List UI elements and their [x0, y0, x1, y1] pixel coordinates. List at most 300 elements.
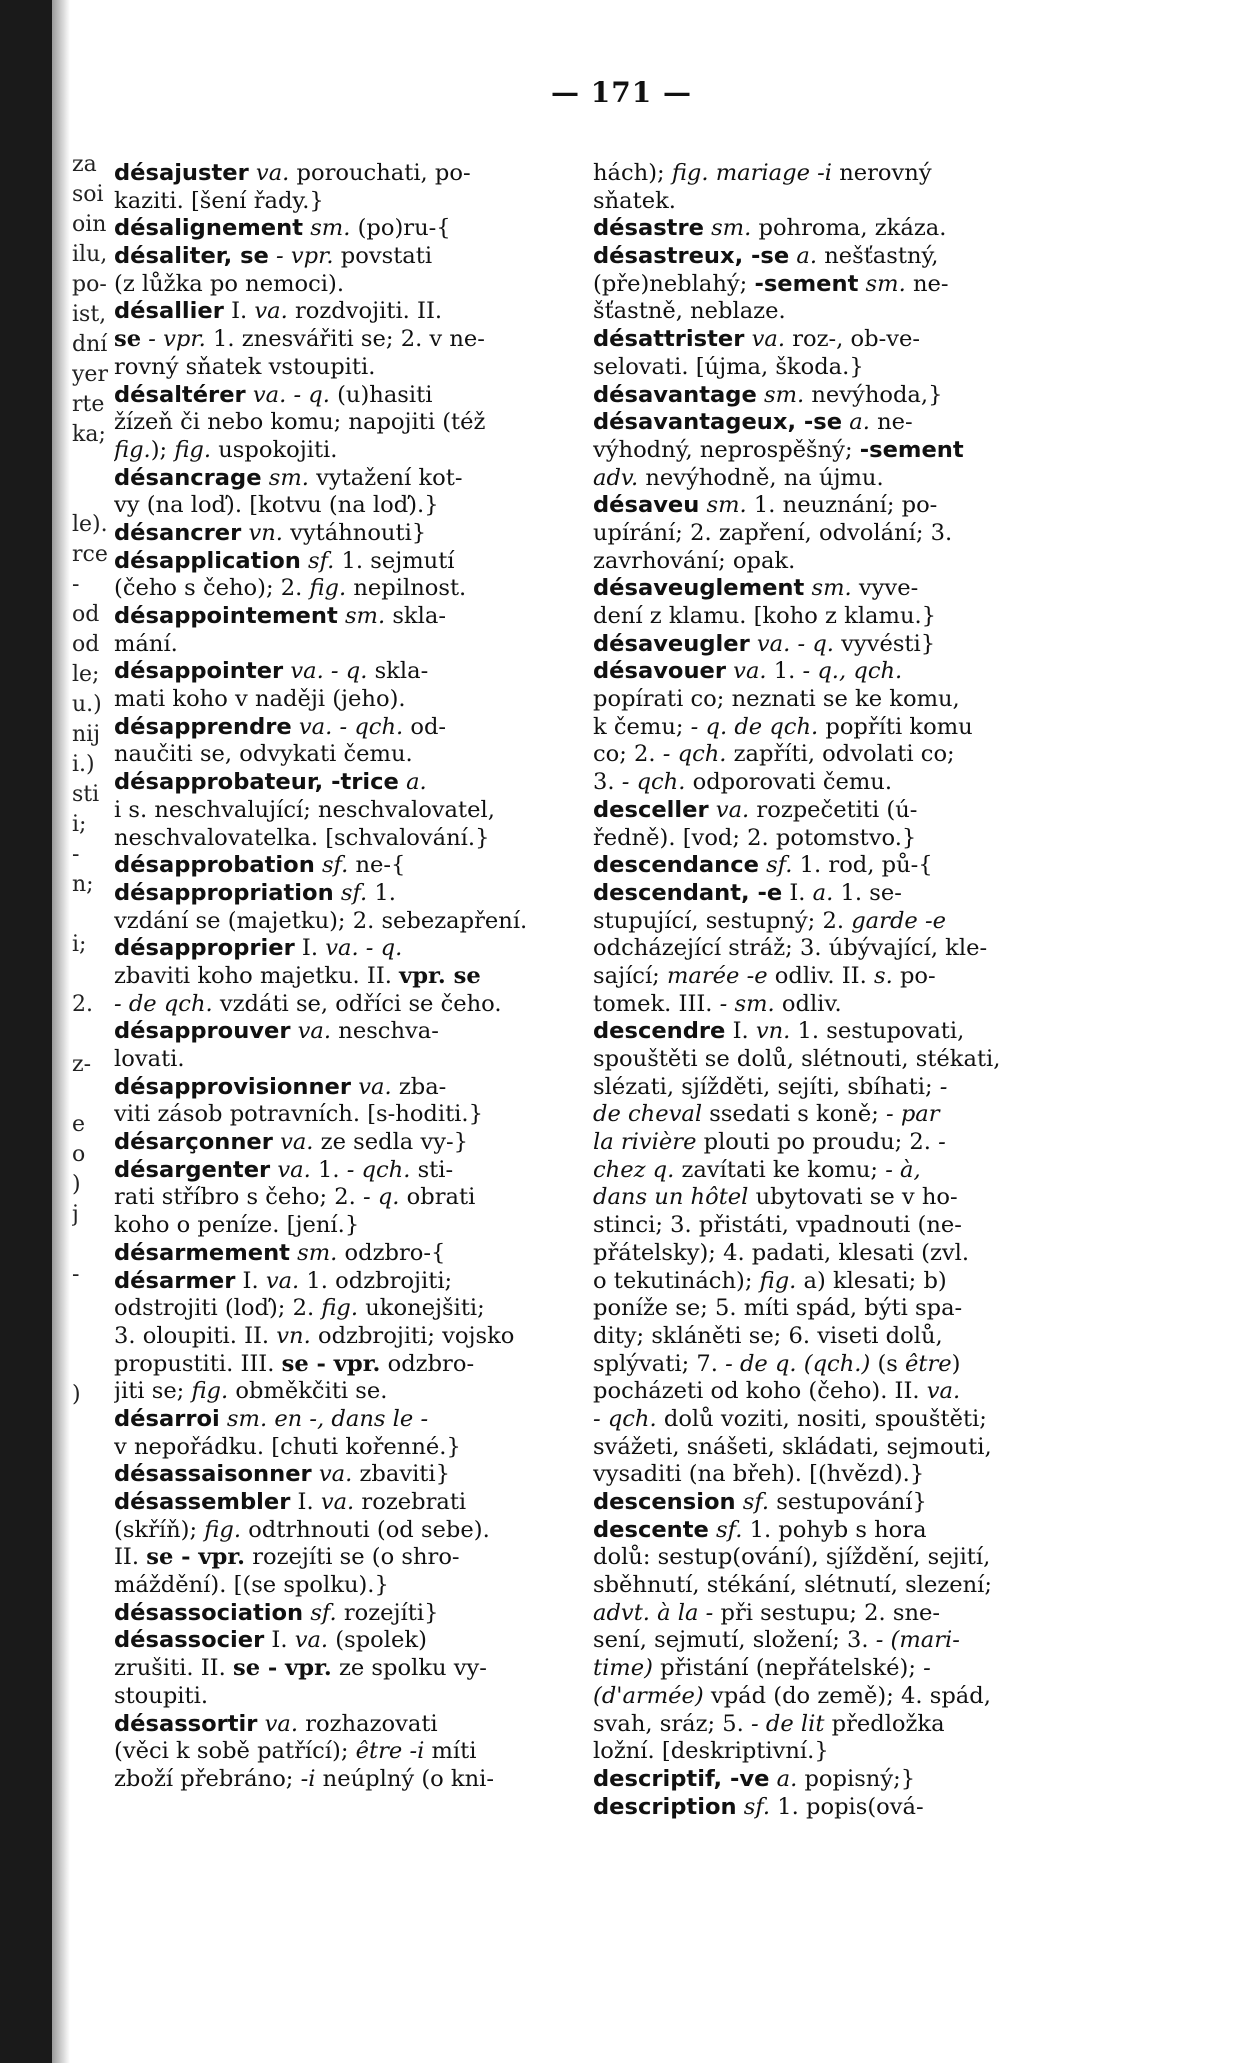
entry-text: (čeho s čeho); 2.	[114, 575, 310, 602]
entry-text: sm.	[756, 381, 805, 408]
dictionary-line	[114, 1018, 554, 1046]
entry-text: mati koho v naději (jeho).	[114, 686, 406, 713]
entry-text: rati stříbro s čeho; 2.	[114, 1184, 363, 1211]
margin-fragment: ilu,	[72, 242, 108, 267]
entry-text: vn.	[241, 519, 283, 546]
entry-text: přistání (nepřátelské);	[652, 1655, 924, 1682]
entry-text: a.	[789, 243, 818, 270]
entry-text: )	[951, 1350, 961, 1377]
entry-text: sm.	[261, 464, 309, 491]
margin-fragment: -	[72, 842, 80, 867]
entry-text: rovný sňatek vstoupiti.	[114, 353, 376, 380]
entry-text: va.	[290, 1018, 332, 1045]
entry-text: nepilnost.	[346, 575, 467, 602]
entry-text: ukonejšiti;	[358, 1295, 485, 1322]
dictionary-line	[114, 298, 554, 326]
headword: désavantageux, -se	[593, 409, 843, 436]
headword: désalignement	[114, 215, 304, 242]
entry-text: obměkčiti se.	[228, 1378, 388, 1405]
headword: désarroi	[114, 1405, 220, 1432]
entry-text: va.	[313, 1489, 355, 1515]
headword: désavantage	[593, 381, 757, 408]
entry-text: ne-{	[348, 852, 406, 879]
entry-text: (skříň);	[114, 1516, 205, 1543]
dictionary-line	[114, 852, 554, 880]
margin-fragment: rce	[72, 542, 108, 567]
dictionary-line	[114, 243, 554, 271]
margin-fragment: le).	[72, 512, 108, 537]
dictionary-line	[114, 1766, 554, 1794]
headword: désavouer	[593, 658, 726, 685]
entry-text: povstati	[333, 243, 433, 270]
entry-text: ubytovati se v ho-	[748, 1184, 958, 1211]
dictionary-line	[114, 188, 554, 216]
entry-text: 1.	[310, 1156, 347, 1183]
headword: désarmer	[114, 1267, 236, 1294]
dictionary-line	[593, 409, 1033, 437]
dictionary-line	[593, 797, 1033, 825]
entry-text: sf.	[735, 1489, 770, 1515]
entry-text: va.	[726, 658, 767, 685]
dictionary-line	[114, 686, 554, 714]
entry-text: 3. oloupiti. II.	[114, 1322, 277, 1349]
entry-text: - de q. (qch.)	[725, 1350, 871, 1377]
headword: description	[593, 1793, 737, 1820]
headword: désargenter	[114, 1156, 271, 1183]
dictionary-line	[593, 825, 1033, 853]
entry-text: se - vpr.	[281, 1350, 381, 1377]
dictionary-line	[114, 326, 554, 354]
margin-fragment	[72, 1230, 112, 1260]
dictionary-line	[114, 1406, 554, 1434]
entry-text: 1. pohyb s hora	[742, 1516, 927, 1543]
headword: désajuster	[114, 160, 249, 186]
entry-text: fig.	[204, 1516, 242, 1543]
entry-text: a.	[842, 409, 870, 436]
margin-fragment: od	[72, 602, 100, 627]
margin-fragment: o	[72, 1142, 86, 1167]
dictionary-line	[593, 963, 1033, 991]
entry-text: - q. de qch.	[690, 713, 819, 740]
dictionary-line	[114, 991, 554, 1019]
entry-text: - qch.	[662, 741, 727, 768]
entry-text: - par	[886, 1101, 940, 1128]
entry-text: dení z klamu. [koho z klamu.}	[593, 603, 937, 629]
margin-fragment: rte	[72, 392, 105, 417]
entry-text: I.	[782, 879, 806, 906]
entry-text: va.	[247, 298, 288, 325]
entry-text: po-	[892, 962, 936, 989]
margin-fragment	[72, 480, 112, 510]
entry-text: fig.	[309, 575, 347, 602]
entry-text: );	[150, 436, 175, 463]
margin-fragment: yer	[72, 362, 108, 387]
entry-text: rozhazovati	[298, 1710, 438, 1737]
entry-text: svážeti, snášeti, skládati, sejmouti,	[593, 1433, 992, 1460]
entry-text: (u)hasiti	[329, 381, 433, 408]
dictionary-line	[114, 548, 554, 576]
entry-text: fig.	[759, 1267, 797, 1294]
entry-text: dolů voziti, nositi, spouštěti;	[656, 1405, 987, 1432]
dictionary-line	[593, 1323, 1033, 1351]
entry-text: odzbrojiti; vojsko	[310, 1322, 515, 1349]
entry-text: sf.	[758, 852, 793, 879]
dictionary-line	[114, 1378, 554, 1406]
entry-text: nevýhodně, na újmu.	[638, 464, 884, 491]
dictionary-line	[593, 326, 1033, 354]
entry-text: spouštěti se dolů, slétnouti, stékati,	[593, 1046, 1001, 1072]
entry-text: vzdáti se, odříci se čeho.	[212, 990, 502, 1017]
entry-text: odtrhnouti (od sebe).	[241, 1516, 490, 1543]
dictionary-line	[593, 271, 1033, 299]
entry-text: popříti komu	[818, 713, 973, 740]
entry-text: slézati, sjížděti, sejíti, sbíhati;	[593, 1073, 940, 1100]
headword: désarmement	[114, 1239, 290, 1266]
entry-text: poníže se; 5. míti spád, býti spa-	[593, 1295, 963, 1322]
entry-text: 1. sejmutí	[334, 547, 455, 574]
dictionary-line	[114, 1683, 554, 1711]
dictionary-line	[114, 1655, 554, 1683]
headword: descension	[593, 1489, 736, 1515]
dictionary-line	[114, 1351, 554, 1379]
entry-text: être -i	[355, 1738, 425, 1765]
entry-text: selovati. [újma, škoda.}	[593, 353, 864, 380]
entry-text: sf.	[736, 1793, 771, 1820]
headword: désaveu	[593, 492, 700, 519]
headword: désapprovisionner	[114, 1073, 352, 1100]
entry-text: výhodný, neprospěšný;	[593, 436, 860, 463]
entry-text: sf.	[314, 852, 349, 879]
headword: désaliter, se	[114, 243, 269, 270]
entry-text: adv.	[593, 464, 639, 491]
dictionary-line	[114, 1544, 554, 1572]
entry-text: 1. odzbrojiti;	[299, 1267, 453, 1294]
entry-text: vn.	[748, 1018, 791, 1045]
entry-text: vytažení kot-	[308, 464, 463, 491]
dictionary-line	[593, 437, 1033, 465]
entry-text: I.	[223, 298, 248, 325]
entry-text: vpád (do země); 4. spád,	[703, 1682, 991, 1709]
dictionary-line	[593, 465, 1033, 493]
entry-text: s.	[873, 962, 893, 989]
margin-fragment: u.)	[72, 692, 102, 717]
dictionary-line	[593, 686, 1033, 714]
entry-text: sňatek.	[593, 187, 676, 214]
dictionary-line	[593, 1295, 1033, 1323]
entry-text: zavrhování; opak.	[593, 547, 796, 574]
gutter-shadow	[52, 0, 70, 2063]
entry-text: roz-, ob-ve-	[785, 326, 920, 353]
margin-fragment	[72, 1350, 112, 1380]
dictionary-line	[114, 1268, 554, 1296]
entry-text: odzbro-{	[337, 1239, 446, 1266]
previous-page-margin	[72, 150, 112, 1410]
headword: -sement	[859, 436, 964, 463]
dictionary-line	[114, 465, 554, 493]
entry-text: rozejíti se (o shro-	[245, 1544, 460, 1571]
dictionary-line	[593, 160, 1033, 188]
margin-fragment: soi	[72, 182, 104, 207]
entry-text: kaziti. [šení řady.}	[114, 187, 324, 214]
entry-text: 1. znesvářiti se; 2. v ne-	[205, 326, 485, 353]
entry-text: (pře)neblahý;	[593, 270, 755, 297]
entry-text: ssedati s koně;	[702, 1101, 887, 1128]
entry-text: odliv.	[774, 990, 842, 1017]
margin-fragment	[72, 1020, 112, 1050]
dictionary-line	[114, 1129, 554, 1157]
entry-text: va.	[311, 1461, 353, 1488]
dictionary-line	[593, 631, 1033, 659]
dictionary-line	[593, 603, 1033, 631]
entry-text: odliv. II.	[767, 962, 874, 989]
headword: désappointement	[114, 603, 338, 629]
dictionary-line	[593, 658, 1033, 686]
dictionary-line	[114, 354, 554, 382]
entry-text: - vpr.	[141, 326, 206, 353]
dictionary-line	[114, 1517, 554, 1545]
dictionary-line	[114, 935, 554, 963]
entry-text: garde -e	[851, 907, 946, 934]
entry-text: stupující, sestupný; 2.	[593, 907, 852, 934]
dictionary-line	[114, 1046, 554, 1074]
dictionary-line	[593, 1240, 1033, 1268]
margin-fragment: od	[72, 632, 100, 657]
dictionary-line	[114, 271, 554, 299]
dictionary-line	[114, 437, 554, 465]
entry-text: viti zásob potravních. [s-hoditi.}	[114, 1101, 483, 1128]
entry-text: sf.	[333, 879, 368, 906]
dictionary-line	[593, 1434, 1033, 1462]
margin-fragment	[72, 900, 112, 930]
entry-text: sm.	[804, 575, 852, 602]
entry-text: se - vpr.	[146, 1544, 246, 1571]
dictionary-line	[593, 243, 1033, 271]
entry-text: jiti se;	[114, 1378, 192, 1405]
entry-text: marée -e	[666, 962, 768, 989]
entry-text: - sm.	[719, 990, 775, 1017]
entry-text: upírání; 2. zapření, odvolání; 3.	[593, 519, 953, 546]
entry-text: sající;	[593, 962, 667, 989]
entry-text: sf.	[300, 547, 335, 574]
entry-text: stoupiti.	[114, 1682, 209, 1709]
dictionary-line	[593, 1572, 1033, 1600]
margin-fragment: z-	[72, 1052, 92, 1077]
headword: désassociation	[114, 1599, 304, 1626]
entry-text: sm.	[289, 1239, 338, 1266]
dictionary-line	[114, 160, 554, 188]
headword: désastreux, -se	[593, 243, 790, 270]
margin-fragment: -	[72, 572, 80, 597]
entry-text: - de lit	[751, 1710, 825, 1737]
headword: désarçonner	[114, 1129, 273, 1156]
dictionary-line	[593, 935, 1033, 963]
margin-fragment: ka;	[72, 422, 106, 447]
dictionary-line	[114, 575, 554, 603]
entry-text: ložní. [deskriptivní.}	[593, 1738, 829, 1765]
entry-text: míti	[424, 1738, 477, 1765]
margin-fragment	[72, 1290, 112, 1320]
entry-text: vn.	[276, 1322, 311, 1349]
margin-fragment	[72, 1320, 112, 1350]
margin-fragment: n;	[72, 872, 94, 897]
entry-text: k čemu;	[593, 713, 691, 740]
entry-text: uspokojiti.	[211, 436, 338, 463]
left-column	[114, 160, 554, 1794]
entry-text: - (mari-	[875, 1627, 960, 1654]
margin-fragment: po-	[72, 272, 107, 297]
entry-text: sení, sejmutí, složení; 3.	[593, 1627, 876, 1654]
entry-text: I.	[294, 935, 319, 962]
entry-text: - qch.	[621, 769, 686, 796]
entry-text: va.	[258, 1267, 300, 1294]
entry-text: sm.	[337, 603, 386, 629]
entry-text: zboží přebráno;	[114, 1765, 301, 1792]
dictionary-line	[593, 880, 1033, 908]
headword: désancrage	[114, 464, 262, 491]
margin-fragment: 2.	[72, 992, 93, 1017]
entry-text: (spolek)	[328, 1627, 427, 1654]
dictionary-line	[114, 1600, 554, 1628]
entry-text: fig.	[114, 436, 151, 463]
headword: désaveuglement	[593, 575, 805, 602]
entry-text: (věci k sobě patřící);	[114, 1738, 356, 1765]
entry-text: va.	[708, 796, 750, 823]
margin-fragment	[72, 450, 112, 480]
entry-text: la rivière	[593, 1129, 697, 1156]
dictionary-line	[114, 492, 554, 520]
entry-text: 1. popis(ová-	[770, 1793, 924, 1820]
dictionary-line	[593, 575, 1033, 603]
headword: désastre	[593, 215, 704, 242]
entry-text: koho o peníze. [jení.}	[114, 1212, 360, 1239]
entry-text: sm. en -, dans le -	[219, 1405, 429, 1432]
entry-text: 1. se-	[833, 879, 902, 906]
entry-text: va.	[926, 1378, 961, 1405]
entry-text: chez q.	[593, 1156, 675, 1183]
headword: désancrer	[114, 519, 242, 546]
dictionary-line	[593, 1544, 1033, 1572]
dictionary-line	[114, 1434, 554, 1462]
dictionary-line	[593, 769, 1033, 797]
entry-text: -	[938, 1129, 946, 1156]
entry-text: de cheval	[593, 1101, 703, 1128]
entry-text: fig.	[174, 436, 212, 463]
entry-text: obrati	[399, 1184, 476, 1211]
entry-text: dity; skláněti se; 6. viseti dolů,	[593, 1322, 943, 1349]
dictionary-line	[593, 1766, 1033, 1794]
entry-text: sm.	[858, 270, 906, 297]
entry-text: sběhnutí, stékání, slétnutí, slezení;	[593, 1572, 992, 1599]
entry-text: při sestupu; 2. sne-	[713, 1599, 941, 1626]
entry-text: splývati; 7.	[593, 1350, 726, 1377]
entry-text: - q., qch.	[802, 658, 903, 685]
margin-fragment: )	[72, 1382, 81, 1407]
headword: descente	[593, 1516, 709, 1543]
dictionary-line	[114, 1295, 554, 1323]
dictionary-line	[114, 1323, 554, 1351]
entry-text: ne-	[869, 409, 913, 436]
entry-text: neschvalovatelka. [schvalování.}	[114, 824, 490, 851]
margin-fragment	[72, 960, 112, 990]
entry-text: rozejíti}	[336, 1599, 439, 1626]
entry-text: vytáhnouti}	[282, 519, 427, 546]
entry-text: sestupování}	[769, 1489, 927, 1515]
dictionary-line	[593, 1212, 1033, 1240]
headword: descendre	[593, 1018, 726, 1045]
entry-text: a.	[769, 1765, 798, 1792]
entry-text: va. - q.	[245, 381, 330, 408]
headword: desceller	[593, 796, 709, 823]
entry-text: - qch.	[593, 1405, 657, 1432]
margin-fragment: i.)	[72, 752, 95, 777]
right-column	[593, 160, 1033, 1821]
entry-text: I.	[235, 1267, 259, 1294]
dictionary-line	[114, 409, 554, 437]
entry-text: vpr. se	[399, 962, 481, 989]
entry-text: v nepořádku. [chuti kořenné.}	[114, 1433, 461, 1460]
dictionary-line	[593, 548, 1033, 576]
entry-text: odcházející stráž; 3. úbývající, kle-	[593, 935, 988, 962]
entry-text: I.	[264, 1627, 288, 1654]
entry-text: skla-	[367, 658, 429, 685]
entry-text: -i	[300, 1765, 316, 1792]
entry-text: ze spolku vy-	[331, 1655, 487, 1682]
entry-text: va. - qch.	[291, 713, 404, 740]
dictionary-line	[593, 1184, 1033, 1212]
entry-text: vzdání se (majetku); 2. sebezapření.	[114, 907, 528, 934]
margin-fragment: j	[72, 1202, 79, 1227]
dictionary-line	[114, 603, 554, 631]
dictionary-line	[593, 1406, 1033, 1434]
margin-fragment: sti	[72, 782, 100, 807]
dictionary-line	[593, 1655, 1033, 1683]
entry-text: sf.	[708, 1516, 743, 1543]
dictionary-line	[593, 741, 1033, 769]
margin-fragment: nij	[72, 722, 101, 747]
dictionary-line	[114, 880, 554, 908]
entry-text: va.	[351, 1073, 392, 1100]
entry-text: va.	[257, 1710, 299, 1737]
entry-text: naučiti se, odvykati čemu.	[114, 741, 413, 768]
entry-text: a) klesati; b)	[796, 1267, 947, 1294]
entry-text: nešťastný,	[817, 243, 939, 270]
dictionary-line	[114, 631, 554, 659]
dictionary-line	[114, 908, 554, 936]
dictionary-line	[593, 382, 1033, 410]
headword: désapprobateur, -trice	[114, 769, 399, 796]
dictionary-line	[114, 658, 554, 686]
dictionary-line	[114, 1711, 554, 1739]
entry-text: zbaviti}	[352, 1461, 450, 1488]
entry-text: va. - q.	[749, 630, 834, 657]
book-spine	[0, 0, 52, 2063]
headword: désapprendre	[114, 713, 292, 740]
entry-text: vysaditi (na břeh). [(hvězd).}	[593, 1461, 925, 1488]
entry-text: se - vpr.	[232, 1655, 332, 1682]
margin-fragment: le;	[72, 662, 100, 687]
dictionary-line	[114, 825, 554, 853]
entry-text: odzbro-	[380, 1350, 475, 1377]
entry-text: va. - q.	[318, 935, 403, 962]
dictionary-line	[593, 1517, 1033, 1545]
entry-text: va.	[270, 1156, 311, 1183]
dictionary-line	[593, 991, 1033, 1019]
dictionary-line	[593, 908, 1033, 936]
headword: désapprouver	[114, 1018, 291, 1045]
dictionary-line	[114, 797, 554, 825]
dictionary-line	[593, 1738, 1033, 1766]
headword: désassaisonner	[114, 1461, 312, 1488]
